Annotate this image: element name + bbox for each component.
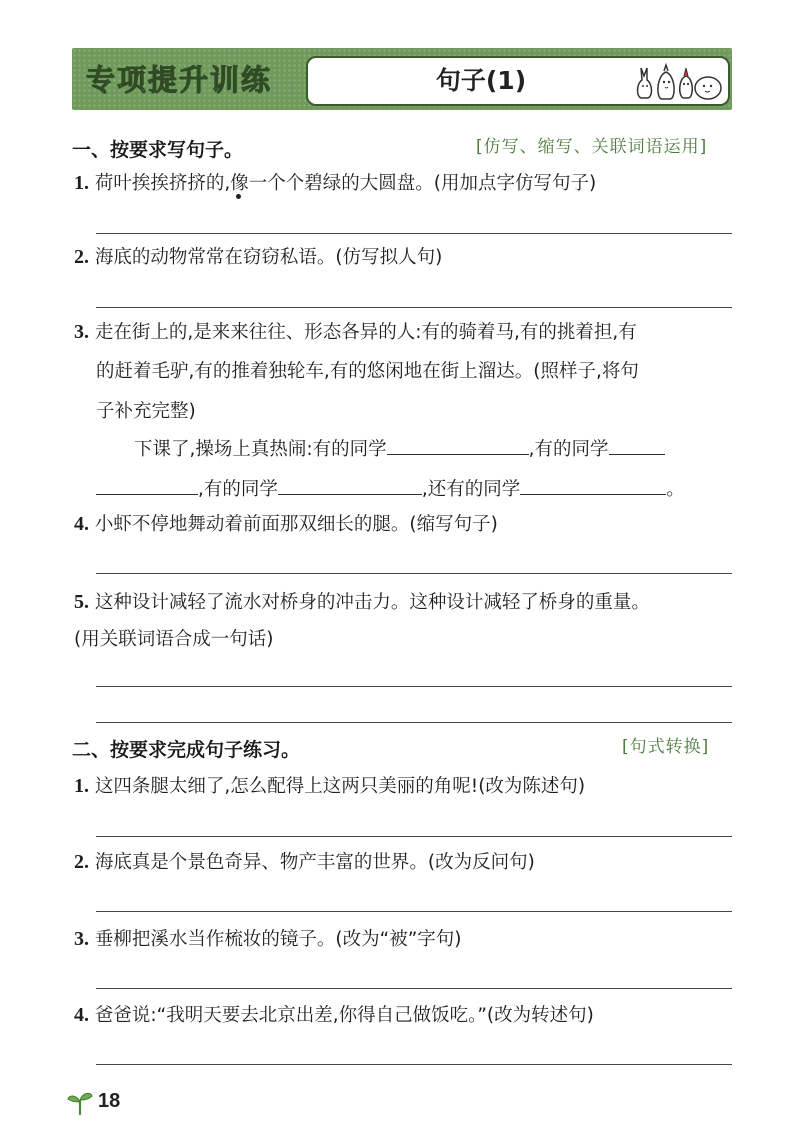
section1-tag: [仿写、缩写、关联词语运用] <box>476 137 708 157</box>
section2-heading: 二、按要求完成句子练习。 <box>72 739 301 761</box>
question-2-1 <box>74 766 744 807</box>
question-2-2 <box>74 842 744 883</box>
fill-blank[interactable] <box>96 474 198 495</box>
fill-sentence-row1 <box>134 430 744 470</box>
sprout-icon <box>66 1088 94 1116</box>
question-number: 4. <box>74 1004 89 1026</box>
answer-line[interactable] <box>96 1064 732 1065</box>
fill-text: ,还有的同学 <box>421 479 521 500</box>
question-text: 爸爸说:“我明天要去北京出差,你得自己做饭吃。”(改为转述句) <box>94 1005 594 1026</box>
question-number: 4. <box>74 513 89 535</box>
question-2-4 <box>74 995 744 1036</box>
fill-blank[interactable] <box>278 474 422 495</box>
header-label: 专项提升训练 <box>86 63 273 97</box>
page-number: 18 <box>98 1090 121 1112</box>
cartoon-animals-icon <box>628 62 724 102</box>
answer-line[interactable] <box>96 686 732 687</box>
question-1-2 <box>74 237 744 278</box>
fill-text: ,有的同学 <box>198 479 278 500</box>
question-1-5 <box>74 582 744 623</box>
answer-line[interactable] <box>96 722 732 723</box>
answer-line[interactable] <box>96 573 732 574</box>
section2-tag: [句式转换] <box>622 737 710 757</box>
question-number: 5. <box>74 591 89 613</box>
question-1-4 <box>74 504 744 545</box>
fill-blank[interactable] <box>520 474 666 495</box>
question-text: 垂柳把溪水当作梳妆的镜子。(改为“被”字句) <box>94 929 462 950</box>
fill-blank[interactable] <box>387 434 529 455</box>
question-text: 荷叶挨挨挤挤的,像一个个碧绿的大圆盘。(用加点字仿写句子) <box>94 173 597 194</box>
question-number: 1. <box>74 172 89 194</box>
emphasis-dot <box>236 194 241 199</box>
question-text-line: 走在街上的,是来来往往、形态各异的人:有的骑着马,有的挑着担,有 <box>94 322 637 343</box>
fill-text: 。 <box>666 479 685 500</box>
question-text-line: 这种设计减轻了流水对桥身的冲击力。这种设计减轻了桥身的重量。 <box>94 592 650 613</box>
fill-text: 下课了,操场上真热闹:有的同学 <box>134 439 387 460</box>
answer-line[interactable] <box>96 836 732 837</box>
question-1-3-line2: 的赶着毛驴,有的推着独轮车,有的悠闲地在街上溜达。(照样子,将句 <box>96 361 639 382</box>
section1-heading: 一、按要求写句子。 <box>72 139 244 161</box>
question-number: 2. <box>74 851 89 873</box>
fill-blank[interactable] <box>609 434 665 455</box>
answer-line[interactable] <box>96 911 732 912</box>
question-text: 小虾不停地舞动着前面那双细长的腿。(缩写句子) <box>94 514 498 535</box>
question-number: 1. <box>74 775 89 797</box>
question-text: 海底真是个景色奇异、物产丰富的世界。(改为反问句) <box>94 852 535 873</box>
question-1-3 <box>74 312 744 353</box>
answer-line[interactable] <box>96 988 732 989</box>
question-text: 这四条腿太细了,怎么配得上这两只美丽的角呢!(改为陈述句) <box>94 776 586 797</box>
question-1-1 <box>74 163 744 204</box>
answer-line[interactable] <box>96 307 732 308</box>
answer-line[interactable] <box>96 233 732 234</box>
question-1-3-line3: 子补充完整) <box>96 401 196 422</box>
question-number: 2. <box>74 246 89 268</box>
page-title: 句子(1) <box>435 66 527 95</box>
question-text: 海底的动物常常在窃窃私语。(仿写拟人句) <box>94 247 443 268</box>
question-number: 3. <box>74 928 89 950</box>
question-1-5-line2: (用关联词语合成一句话) <box>74 629 274 650</box>
question-number: 3. <box>74 321 89 343</box>
fill-text: ,有的同学 <box>528 439 609 460</box>
question-2-3 <box>74 919 744 960</box>
